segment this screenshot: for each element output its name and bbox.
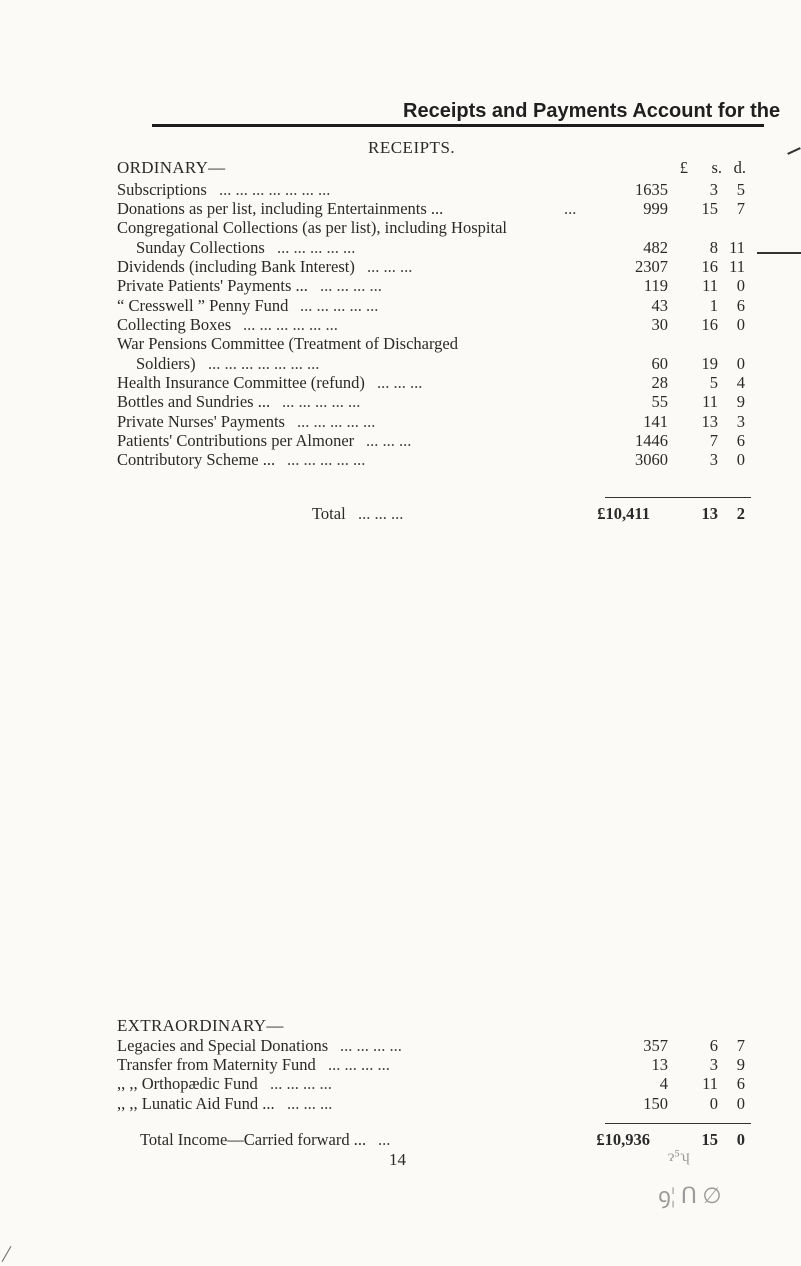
pence-amount: 7 [736,1036,745,1055]
ledger-row [0,238,801,258]
pounds-amount: 357 [643,1036,668,1055]
row-label: Bottles and Sundries ... [117,392,271,411]
shillings-amount: 6 [709,1036,718,1055]
pence-amount: 0 [736,450,745,469]
pence-amount: 0 [736,1094,745,1113]
row-leader-dots: ... ... ... [367,257,413,276]
row-label: ,, ,, Lunatic Aid Fund ... [117,1094,275,1113]
pence-amount: 5 [736,180,745,199]
pence-amount: 0 [736,1130,745,1149]
row-leader-dots: ... [564,199,577,218]
row-label: Legacies and Special Donations [117,1036,329,1055]
row-label: Congregational Collections (as per list), including Hospital [117,218,507,237]
row-leader-dots: ... ... ... ... [340,1036,402,1055]
row-label: Patients' Contributions per Almoner [117,431,355,450]
ordinary-section-title: ORDINARY— [117,158,226,177]
page-number: 14 [389,1150,406,1169]
pounds-amount: 28 [651,373,668,392]
ledger-row [0,334,801,354]
pounds-amount: 1446 [635,431,668,450]
ledger-row [0,450,801,470]
ledger-row [0,373,801,393]
pounds-amount: 141 [643,412,668,431]
ledger-row [0,412,801,432]
row-leader-dots: ... ... ... [287,1094,333,1113]
pounds-amount: £10,936 [596,1130,650,1149]
pence-amount: 11 [729,238,745,257]
row-label: Transfer from Maternity Fund [117,1055,316,1074]
pounds-amount: 119 [643,276,668,295]
pounds-amount: 482 [643,238,668,257]
shillings-amount: 11 [702,392,718,411]
ordinary-total-rule [605,497,751,498]
pounds-amount: £10,411 [597,504,650,523]
row-leader-dots: ... ... ... ... [270,1074,332,1093]
pence-amount: 6 [736,296,745,315]
shillings-amount: 3 [709,180,718,199]
ledger-row [0,1036,801,1056]
pence-amount: 4 [736,373,745,392]
pounds-column-header: £ [679,158,688,177]
row-label: Contributory Scheme ... [117,450,276,469]
pence-amount: 3 [736,412,745,431]
shillings-amount: 16 [701,257,718,276]
row-leader-dots: ... ... ... [377,373,423,392]
pounds-amount: 2307 [635,257,668,276]
pence-amount: 9 [736,392,745,411]
row-leader-dots: ... ... ... ... ... ... ... [219,180,331,199]
shillings-amount: 13 [701,504,718,523]
ledger-row [0,354,801,374]
shillings-amount: 5 [709,373,718,392]
pence-amount: 6 [736,431,745,450]
row-leader-dots: ... ... ... ... ... [282,392,361,411]
shillings-amount: 13 [701,412,718,431]
ledger-row [0,315,801,335]
pence-amount: 0 [736,276,745,295]
shillings-amount: 3 [709,1055,718,1074]
pounds-amount: 13 [651,1055,668,1074]
row-label: Private Patients' Payments ... [117,276,308,295]
row-leader-dots: ... [378,1130,391,1149]
page-heading: Receipts and Payments Account for the [403,100,781,122]
ledger-row [0,392,801,412]
ledger-row [0,1055,801,1075]
row-label: “ Cresswell ” Penny Fund [117,296,289,315]
pounds-amount: 60 [651,354,668,373]
pounds-amount: 1635 [635,180,668,199]
shillings-amount: 15 [701,199,718,218]
shillings-amount: 1 [709,296,718,315]
ledger-row [0,180,801,200]
row-label: Donations as per list, including Entertainments ... [117,199,444,218]
row-leader-dots: ... ... ... ... ... [297,412,376,431]
pence-amount: 0 [736,315,745,334]
pence-amount: 6 [736,1074,745,1093]
pencil-mark: ɂ⁵ʮ [668,1148,690,1165]
pence-amount: 7 [736,199,745,218]
row-label: Total Income—Carried forward ... [140,1130,367,1149]
shillings-amount: 16 [701,315,718,334]
heading-rule [152,124,764,127]
row-leader-dots: ... ... ... [358,504,404,523]
extraordinary-section-title: EXTRAORDINARY— [117,1016,284,1035]
receipts-title: RECEIPTS. [368,138,456,157]
margin-mark [2,1246,12,1262]
pounds-amount: 43 [651,296,668,315]
row-leader-dots: ... ... ... ... ... [300,296,379,315]
ledger-row [0,1094,801,1114]
row-leader-dots: ... ... ... ... ... ... [243,315,338,334]
pounds-amount: 3060 [635,450,668,469]
shillings-amount: 0 [709,1094,718,1113]
income-total-rule [605,1123,751,1124]
pencil-mark: ꝯ¦ ᑎ ∅ [658,1183,722,1208]
ledger-row [0,1074,801,1094]
row-leader-dots: ... ... ... ... ... [277,238,356,257]
ledger-row [0,199,801,219]
row-label: Health Insurance Committee (refund) [117,373,365,392]
pounds-amount: 55 [651,392,668,411]
total-row [0,1130,801,1150]
margin-mark [757,252,801,254]
row-label: ,, ,, Orthopædic Fund [117,1074,258,1093]
ledger-row [0,257,801,277]
row-label: Total [312,504,346,523]
row-leader-dots: ... ... ... [366,431,412,450]
pounds-amount: 4 [659,1074,668,1093]
shillings-amount: 11 [702,276,718,295]
row-label: Collecting Boxes [117,315,232,334]
pounds-amount: 30 [651,315,668,334]
ledger-row [0,296,801,316]
pounds-amount: 150 [643,1094,668,1113]
shillings-amount: 8 [709,238,718,257]
pence-amount: 9 [736,1055,745,1074]
row-leader-dots: ... ... ... ... [328,1055,390,1074]
shillings-column-header: s. [711,158,722,177]
row-label: War Pensions Committee (Treatment of Discharged [117,334,458,353]
ledger-row [0,431,801,451]
row-leader-dots: ... ... ... ... [320,276,382,295]
row-label: Private Nurses' Payments [117,412,285,431]
pounds-amount: 999 [643,199,668,218]
pence-amount: 2 [736,504,745,523]
row-leader-dots: ... ... ... ... ... [287,450,366,469]
pence-amount: 11 [729,257,745,276]
ledger-row [0,276,801,296]
pence-amount: 0 [736,354,745,373]
row-leader-dots: ... ... ... ... ... ... ... [208,354,320,373]
row-label: Subscriptions [117,180,207,199]
shillings-amount: 7 [709,431,718,450]
ledger-row [0,218,801,238]
shillings-amount: 15 [701,1130,718,1149]
row-label: Sunday Collections [136,238,265,257]
row-label: Dividends (including Bank Interest) [117,257,355,276]
row-label: Soldiers) [136,354,196,373]
pence-column-header: d. [733,158,746,177]
shillings-amount: 19 [701,354,718,373]
total-row [0,504,801,524]
margin-mark [787,147,801,155]
shillings-amount: 3 [709,450,718,469]
shillings-amount: 11 [702,1074,718,1093]
